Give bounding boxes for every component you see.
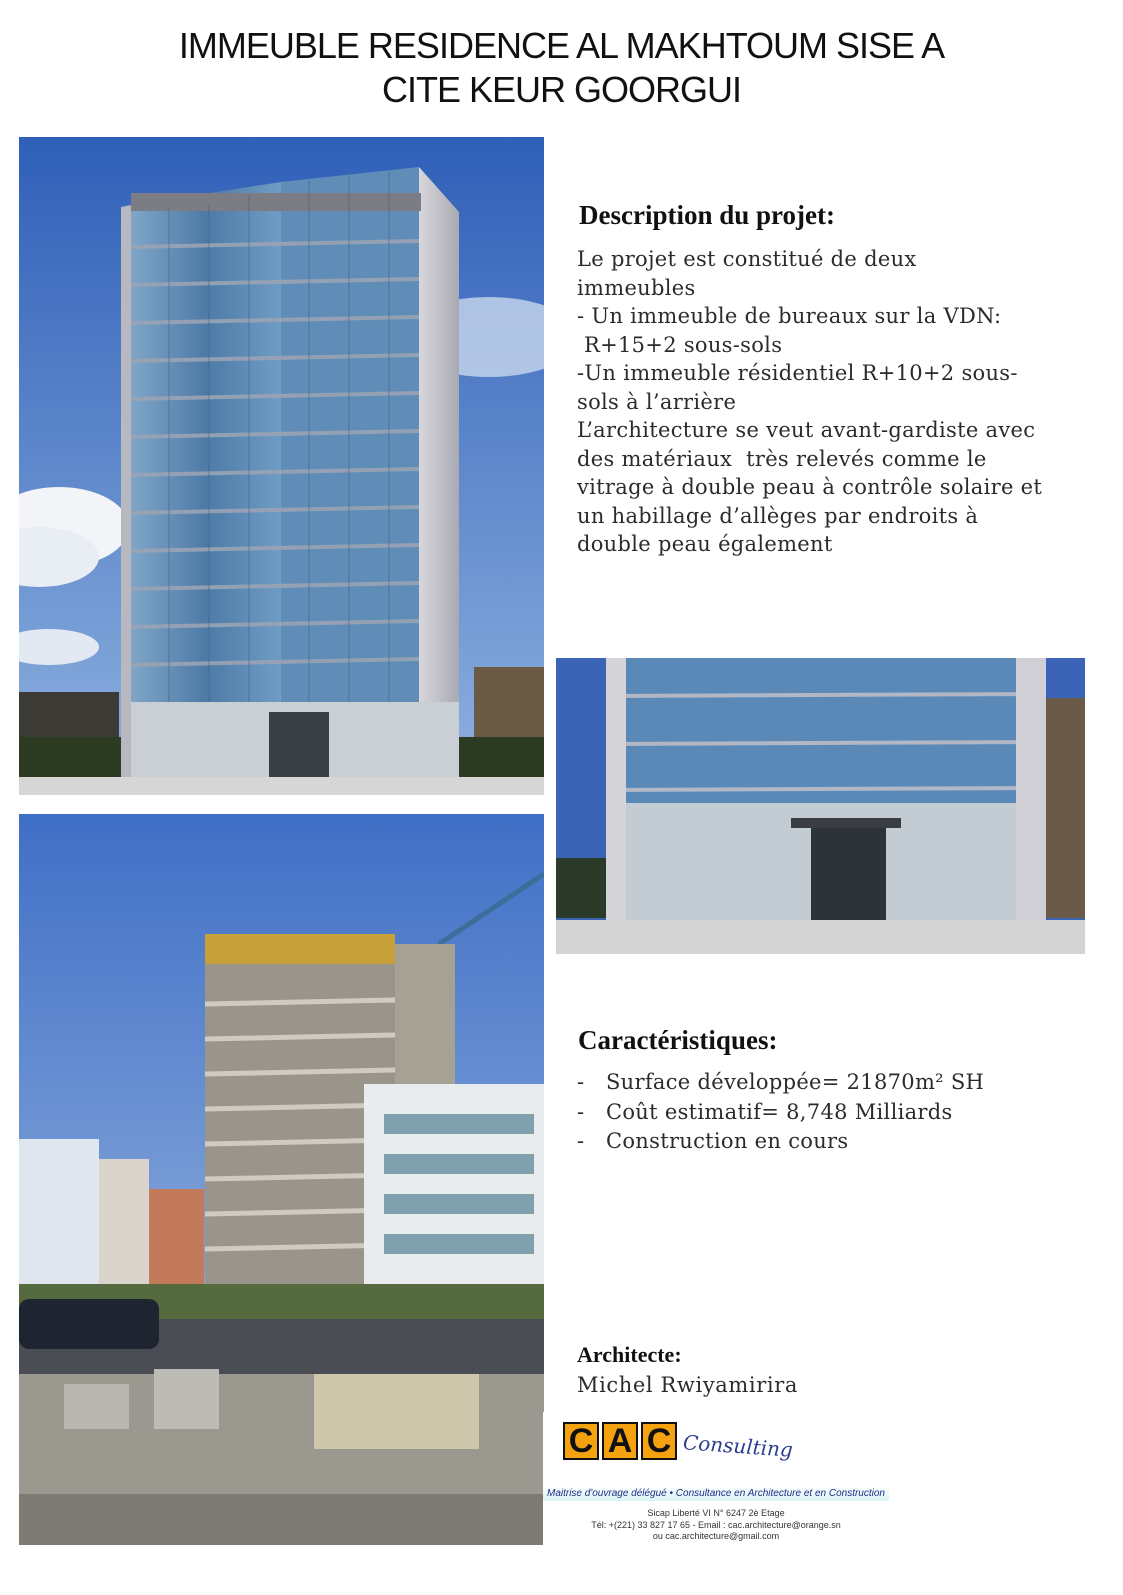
architect-heading: Architecte: <box>577 1342 682 1367</box>
description-body <box>577 245 1092 559</box>
logo-letter: C <box>563 1422 599 1460</box>
characteristic-item: - Coût estimatif= 8,748 Milliards <box>577 1098 984 1128</box>
architect-name: Michel Rwiyamirira <box>577 1373 798 1397</box>
characteristic-item: - Construction en cours <box>577 1127 984 1157</box>
description-line: L’architecture se veut avant-gardiste avec <box>577 418 1036 442</box>
description-heading: Description du projet: <box>579 200 835 230</box>
title-line-2: CITE KEUR GOORGUI <box>381 69 742 110</box>
characteristics-list <box>577 1068 984 1157</box>
description-line: - Un immeuble de bureaux sur la VDN: <box>577 304 1002 328</box>
logo-letter: A <box>602 1422 638 1460</box>
logo-script-text: Consulting <box>682 1430 794 1462</box>
title-line-1: IMMEUBLE RESIDENCE AL MAKHTOUM SISE A <box>178 25 945 66</box>
description-line: un habillage d’allèges par endroits à <box>577 503 979 528</box>
logo-email: ou cac.architecture@gmail.com <box>652 1531 780 1541</box>
cac-consulting-logo <box>543 1412 889 1547</box>
logo-address: Sicap Liberté VI N° 6247 2è Etage <box>647 1508 785 1518</box>
characteristics-heading: Caractéristiques: <box>578 1025 778 1055</box>
description-line: vitrage à double peau à contrôle solaire et <box>577 475 1043 499</box>
entrance-render-image <box>556 658 1085 954</box>
description-line: R+15+2 sous-sols <box>577 332 783 357</box>
description-line: double peau également <box>577 532 833 556</box>
page-title <box>0 24 1123 112</box>
description-line: sols à l’arrière <box>577 389 737 414</box>
description-line: immeubles <box>577 275 696 300</box>
characteristic-item: - Surface développée= 21870m² SH <box>577 1068 984 1098</box>
description-line: -Un immeuble résidentiel R+10+2 sous- <box>577 361 1018 385</box>
logo-tagline: Maitrise d'ouvrage délégué • Consultance en Architecture et en Construction <box>543 1486 889 1501</box>
logo-letter: C <box>641 1422 677 1460</box>
description-line: Le projet est constitué de deux <box>577 247 917 271</box>
tower-render-image <box>19 137 544 795</box>
construction-photo <box>19 814 544 1545</box>
logo-contact: Tél: +(221) 33 827 17 65 - Email : cac.architecture@orange.sn <box>591 1520 841 1530</box>
description-line: des matériaux très relevés comme le <box>577 446 987 471</box>
